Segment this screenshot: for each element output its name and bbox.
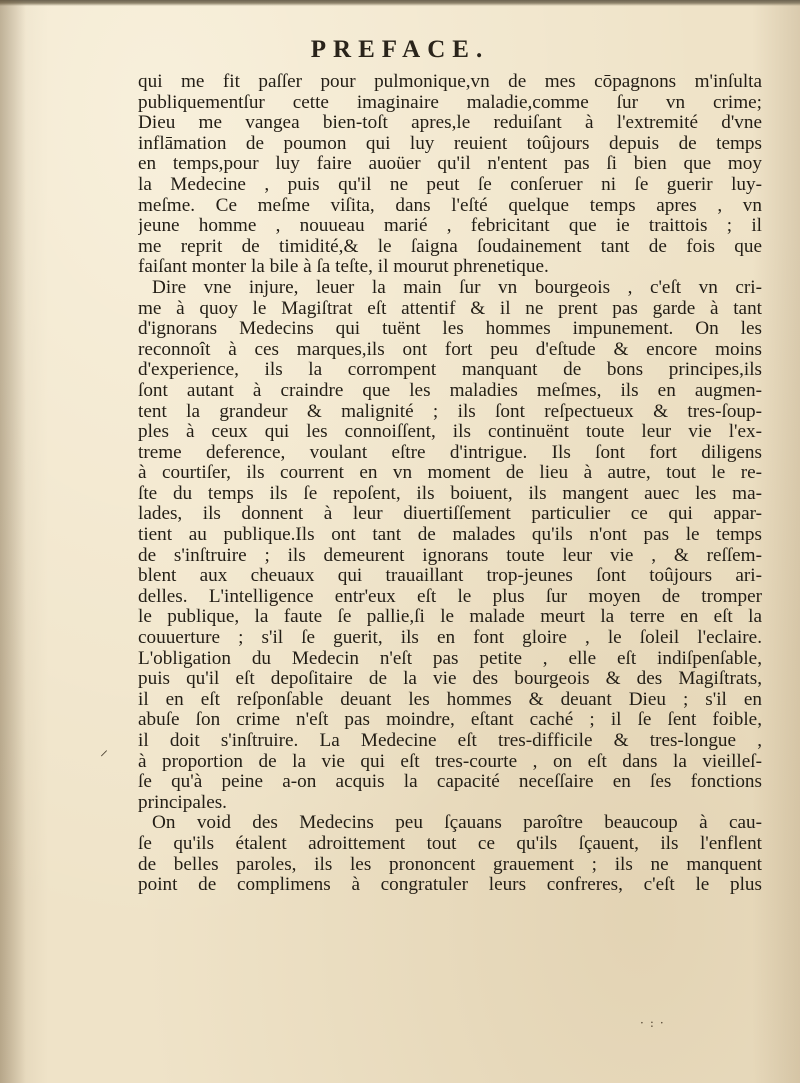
- text-line: le publique, la faute ſe pallie,ſi le malade meurt la terre en eſt la: [138, 607, 762, 628]
- text-line: principales.: [138, 792, 227, 813]
- text-line: jeune homme , nouueau marié , febricitant que ie traittois ; il: [138, 216, 762, 237]
- text-line: abuſe ſon crime n'eſt pas moindre, eſtant caché ; il ſe ſent foible,: [138, 710, 762, 731]
- text-line: qui me fit paſſer pour pulmonique,vn de mes cōpagnons m'inſulta: [138, 72, 762, 92]
- text-line: tent la grandeur & malignité ; ils ſont reſpectueux & tres-ſoup-: [138, 401, 762, 422]
- text-line: ſe qu'ils étalent adroittement tout ce qu'ils ſçauent, ils l'enflent: [138, 833, 762, 854]
- text-line: à courtiſer, ils courrent en vn moment de lieu à autre, tout le re-: [138, 463, 762, 484]
- text-line: lades, ils donnent à leur diuertiſſement particulier ce qui appar-: [138, 504, 762, 525]
- text-line: d'experience, ils la corrompent manquant de bons principes,ils: [138, 360, 762, 381]
- text-line: couuerture ; s'il ſe guerit, ils en font gloire , le ſoleil l'eclaire.: [138, 628, 762, 649]
- text-line: ſte du temps ils ſe repoſent, ils boiuent, ils mangent auec les ma-: [138, 483, 762, 504]
- text-line: L'obligation du Medecin n'eſt pas petite , elle eſt indiſpenſable,: [138, 648, 762, 669]
- text-line: On void des Medecins peu ſçauans paroître beaucoup à cau-: [152, 813, 762, 834]
- running-header: PREFACE.: [310, 36, 490, 63]
- text-line: à proportion de la vie qui eſt tres-courte , on eſt dans la vieilleſ-: [138, 751, 762, 772]
- text-line: Dieu me vangea bien-toſt apres,le reduiſant à l'extremité d'vne: [138, 113, 762, 134]
- text-line: d'ignorans Medecins qui tuënt les hommes impunement. On les: [138, 319, 762, 340]
- page-top-edge: [0, 0, 800, 6]
- text-line: treme deference, voulant eſtre d'intrigue. Ils ſont fort diligens: [138, 442, 762, 463]
- text-line: me à quoy le Magiſtrat eſt attentif & il ne prent pas garde à tant: [138, 298, 762, 319]
- text-line: blent aux cheuaux qui trauaillant trop-jeunes ſont toûjours ari-: [138, 566, 762, 587]
- text-line: delles. L'intelligence entr'eux eſt le plus ſur moyen de tromper: [138, 586, 762, 607]
- text-line: faiſant monter la bile à ſa teſte, il mourut phrenetique.: [138, 257, 549, 278]
- text-line: ſe qu'à peine a-on acquis la capacité neceſſaire en ſes fonctions: [138, 772, 762, 793]
- text-line: me reprit de timidité,& le ſaigna ſoudainement tant de fois que: [138, 236, 762, 257]
- text-line: reconnoît à ces marques,ils ont fort peu d'eſtude & encore moins: [138, 339, 762, 360]
- binding-gutter-shadow: [0, 0, 26, 1083]
- text-line: en temps,pour luy faire auoüer qu'il n'entent pas ſi bien que moy: [138, 154, 762, 175]
- text-line: la Medecine , puis qu'il ne peut ſe conſeruer ni ſe guerir luy-: [138, 174, 762, 195]
- text-line: publiquementſur cette imaginaire maladie,comme ſur vn crime;: [138, 92, 762, 113]
- text-line: puis qu'il eſt depoſitaire de la vie des bourgeois & des Magiſtrats,: [138, 669, 762, 690]
- text-line: tient au publique.Ils ont tant de malades qu'ils n'ont pas le temps: [138, 525, 762, 546]
- text-line: de belles paroles, ils les prononcent grauement ; ils ne manquent: [138, 854, 762, 875]
- text-line: ples à ceux qui les connoiſſent, ils continuënt toute leur vie l'ex-: [138, 422, 762, 443]
- text-line: inflāmation de poumon qui luy reuient toûjours depuis de temps: [138, 133, 762, 154]
- text-line: il doit s'inſtruire. La Medecine eſt tres-difficile & tres-longue ,: [138, 731, 762, 751]
- margin-pencil-mark-icon: ⸝: [100, 740, 109, 759]
- text-line: ſont autant à craindre que les maladies meſmes, ils en augmen-: [138, 380, 762, 401]
- text-line: de s'inſtruire ; ils demeurent ignorans toute leur vie , & reſſem-: [138, 545, 762, 566]
- text-line: point de complimens à congratuler leurs confreres, c'eſt le plus: [138, 875, 762, 896]
- text-line: il en eſt reſponſable deuant les hommes & deuant Dieu ; s'il en: [138, 689, 762, 710]
- text-line: Dire vne injure, leuer la main ſur vn bourgeois , c'eſt vn cri-: [152, 277, 762, 298]
- body-text: [138, 72, 762, 896]
- ink-specks-decoration: ·:·: [640, 1016, 670, 1030]
- text-line: meſme. Ce meſme viſita, dans l'eſté quelque temps apres , vn: [138, 195, 762, 216]
